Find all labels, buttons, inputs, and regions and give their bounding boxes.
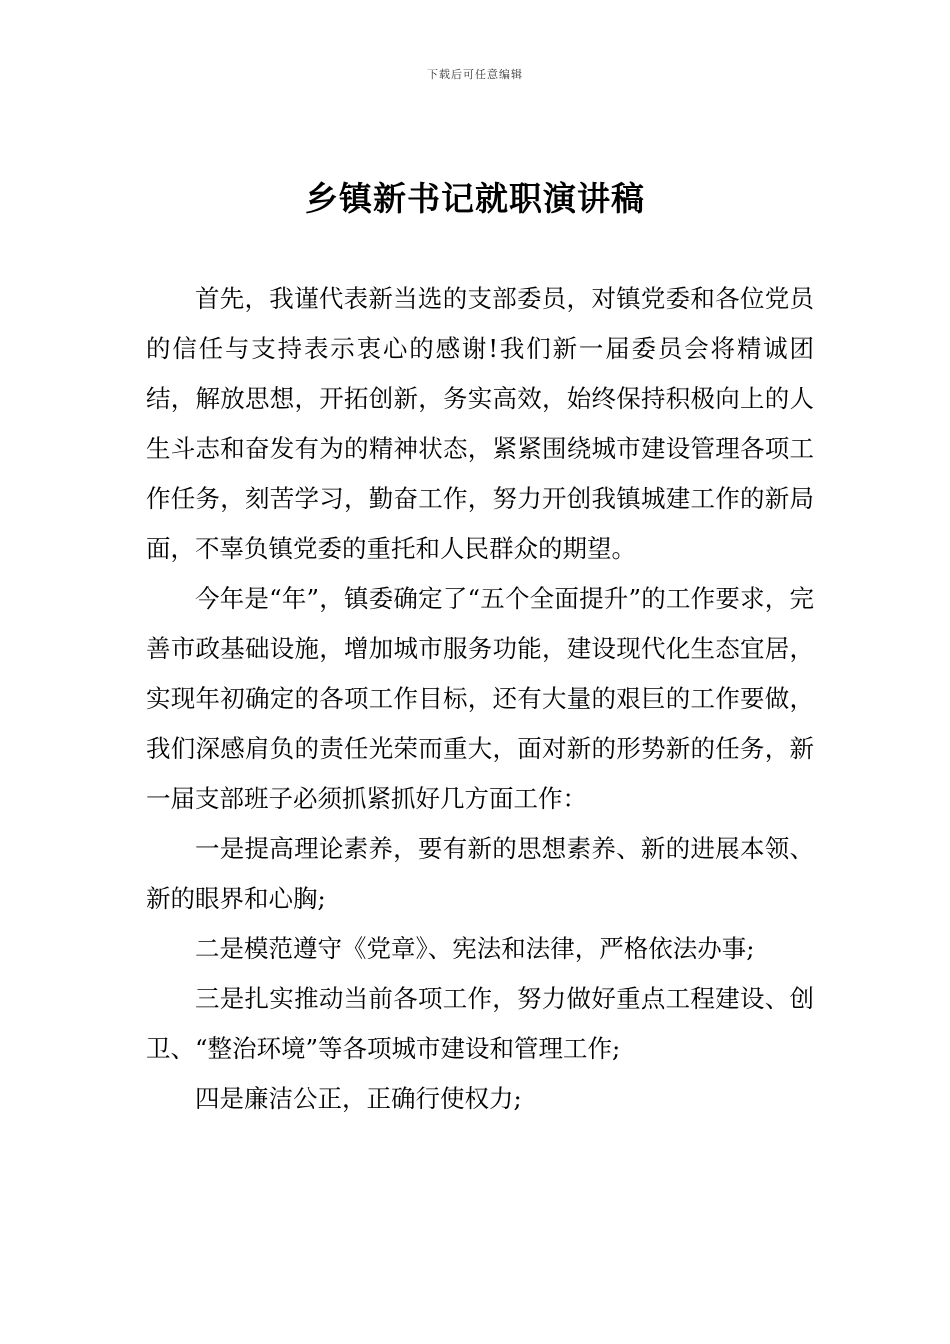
paragraph-1: 首先，我谨代表新当选的支部委员，对镇党委和各位党员的信任与支持表示衷心的感谢!我们新一届委员会将精诚团结，解放思想，开拓创新，务实高效，始终保持积极向上的人生斗志和奋发有为的精神状态，紧紧围绕城市建设管理各项工作任务，刻苦学习，勤奋工作，努力开创我镇城建工作的新局面，不辜负镇党委的重托和人民群众的期望。: [146, 284, 814, 563]
header-note: 下载后可任意编辑: [427, 68, 523, 81]
document-title: 乡镇新书记就职演讲稿: [305, 179, 645, 218]
document-body: [146, 274, 814, 1124]
paragraph-6: 四是廉洁公正，正确行使权力;: [195, 1084, 522, 1113]
paragraph-2: 今年是“年”，镇委确定了“五个全面提升”的工作要求，完善市政基础设施，增加城市服务功能，建设现代化生态宜居，实现年初确定的各项工作目标，还有大量的艰巨的工作要做，我们深感肩负的责任光荣而重大，面对新的形势新的任务，新一届支部班子必须抓紧抓好几方面工作：: [146, 584, 814, 813]
paragraph-3: 一是提高理论素养，要有新的思想素养、新的进展本领、新的眼界和心胸;: [146, 834, 814, 913]
paragraph-4: 二是模范遵守《党章》、宪法和法律，严格依法办事;: [195, 934, 755, 963]
paragraph-5: 三是扎实推动当前各项工作，努力做好重点工程建设、创卫、“整治环境”等各项城市建设和管理工作;: [146, 984, 814, 1063]
